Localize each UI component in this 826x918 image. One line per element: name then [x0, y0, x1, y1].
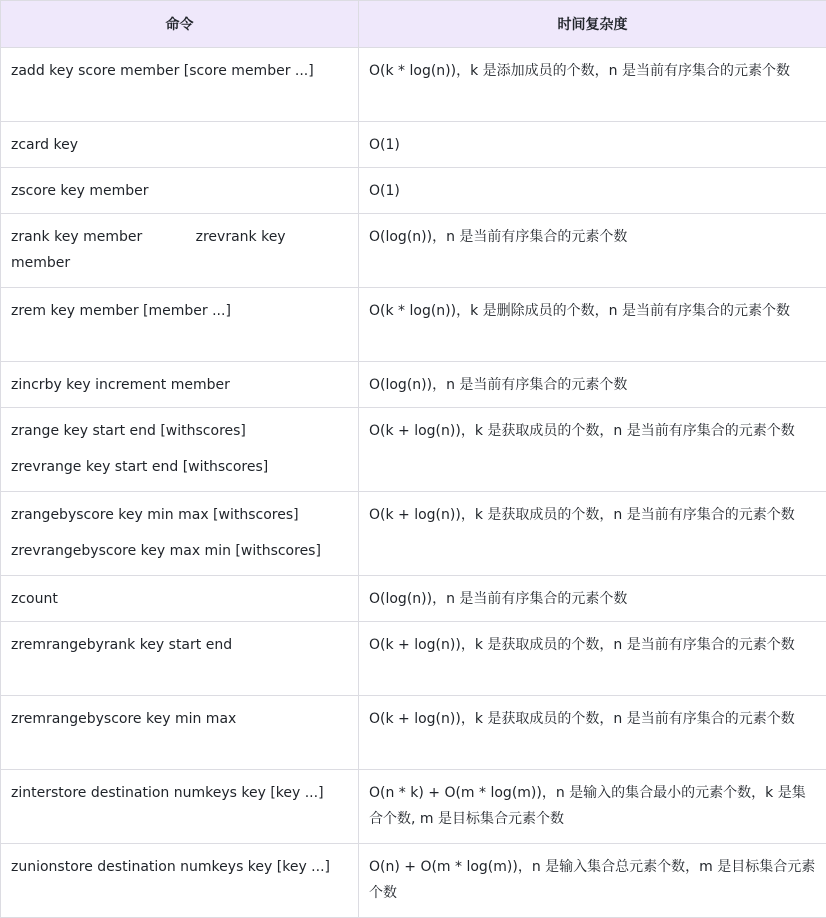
table-row [1, 844, 826, 918]
table-row [1, 576, 826, 622]
command-text: zremrangebyscore key min max [11, 711, 237, 727]
command-text: zunionstore destination numkeys key [key ...] [11, 859, 330, 875]
table-row [1, 122, 826, 168]
complexity-cell: O(n) + O(m * log(m))，n 是输入集合总元素个数，m 是目标集合元素个数 [359, 844, 826, 918]
command-cell [1, 622, 359, 696]
table-row [1, 770, 826, 844]
command-text: zrangebyscore key min max [withscores] [11, 507, 299, 523]
table-row [1, 214, 826, 288]
command-cell [1, 492, 359, 576]
complexity-cell: O(n * k) + O(m * log(m))，n 是输入的集合最小的元素个数，k 是集合个数, m 是目标集合元素个数 [359, 770, 826, 844]
command-cell [1, 696, 359, 770]
complexity-cell: O(k + log(n))，k 是获取成员的个数，n 是当前有序集合的元素个数 [359, 408, 826, 492]
command-text: zremrangebyrank key start end [11, 637, 233, 653]
table-row [1, 492, 826, 576]
command-cell [1, 844, 359, 918]
command-text: zrange key start end [withscores] [11, 423, 246, 439]
complexity-cell: O(k * log(n))，k 是添加成员的个数，n 是当前有序集合的元素个数 [359, 48, 826, 122]
command-text: zincrby key increment member [11, 377, 230, 393]
complexity-cell: O(log(n))，n 是当前有序集合的元素个数 [359, 576, 826, 622]
complexity-cell: O(1) [359, 122, 826, 168]
command-text: zrevrangebyscore key max min [withscores] [11, 543, 321, 559]
command-text: zcard key [11, 137, 78, 153]
command-cell [1, 576, 359, 622]
command-cell [1, 770, 359, 844]
command-cell [1, 168, 359, 214]
complexity-cell: O(k + log(n))，k 是获取成员的个数，n 是当前有序集合的元素个数 [359, 696, 826, 770]
command-text: zrem key member [member ...] [11, 303, 231, 319]
table-row [1, 696, 826, 770]
table-row [1, 362, 826, 408]
table-row [1, 288, 826, 362]
header-complexity: 时间复杂度 [359, 1, 826, 48]
table-header-row [1, 1, 826, 48]
complexity-cell: O(k + log(n))，k 是获取成员的个数，n 是当前有序集合的元素个数 [359, 622, 826, 696]
table-row [1, 408, 826, 492]
command-text: zscore key member [11, 183, 149, 199]
command-cell [1, 408, 359, 492]
complexity-cell: O(1) [359, 168, 826, 214]
table-row [1, 622, 826, 696]
command-text: zcount [11, 591, 58, 607]
command-text: zrank key member zrevrank key member [11, 229, 291, 271]
command-cell [1, 48, 359, 122]
complexity-cell: O(log(n))，n 是当前有序集合的元素个数 [359, 214, 826, 288]
table-row [1, 48, 826, 122]
complexity-cell: O(k + log(n))，k 是获取成员的个数，n 是当前有序集合的元素个数 [359, 492, 826, 576]
command-text: zrevrange key start end [withscores] [11, 459, 269, 475]
command-cell [1, 214, 359, 288]
command-text: zadd key score member [score member ...] [11, 63, 314, 79]
complexity-cell: O(k * log(n))，k 是删除成员的个数，n 是当前有序集合的元素个数 [359, 288, 826, 362]
header-command: 命令 [1, 1, 359, 48]
table-row [1, 168, 826, 214]
complexity-cell: O(log(n))，n 是当前有序集合的元素个数 [359, 362, 826, 408]
command-cell [1, 122, 359, 168]
command-text: zinterstore destination numkeys key [key ...] [11, 785, 324, 801]
command-cell [1, 362, 359, 408]
command-cell [1, 288, 359, 362]
